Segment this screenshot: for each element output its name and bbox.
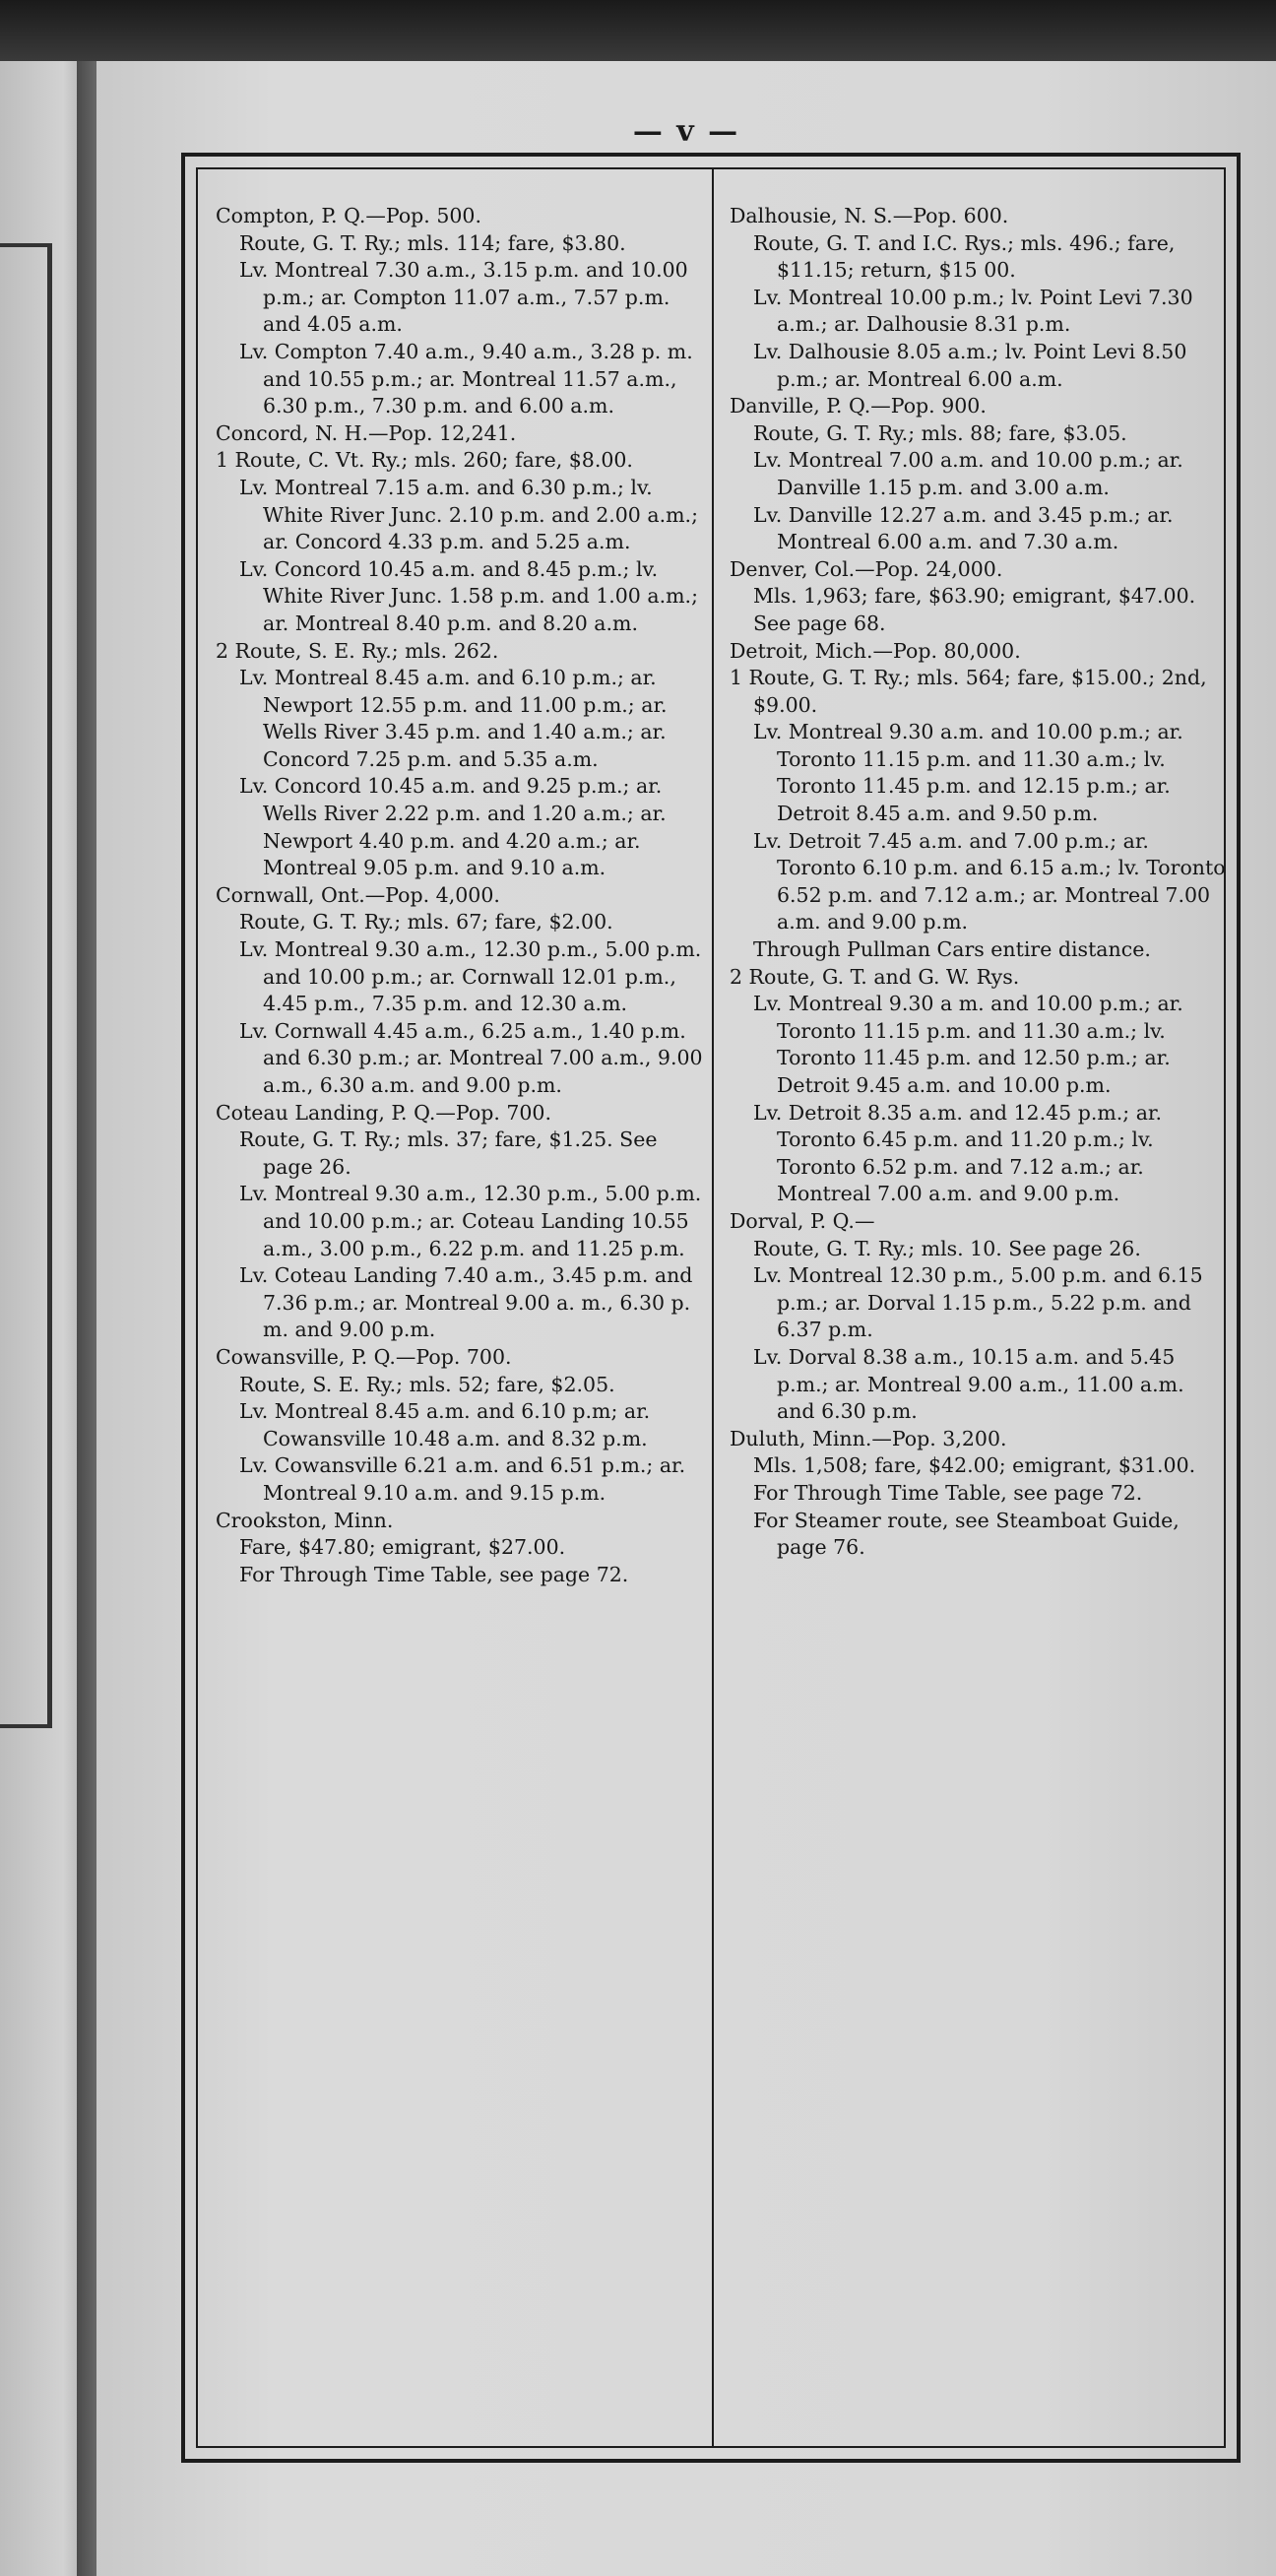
entry-line: For Steamer route, see Steamboat Guide, page 76. (753, 1508, 1180, 1560)
entry-heading: Detroit, Mich.—Pop. 80,000. (730, 638, 1021, 663)
previous-page-frame (0, 243, 52, 1728)
entry-line: Lv. Danville 12.27 a.m. and 3.45 p.m.; ar. Montreal 6.00 a.m. and 7.30 a.m. (753, 502, 1174, 554)
entry-line: Through Pullman Cars entire distance. (753, 937, 1151, 962)
entry-line: Lv. Montreal 7.30 a.m., 3.15 p.m. and 10.00 p.m.; ar. Compton 11.07 a.m., 7.57 p.m. and 4.05 a.m. (239, 258, 688, 337)
entry-line: Mls. 1,508; fare, $42.00; emigrant, $31.00. (753, 1453, 1196, 1478)
entry-line: Route, G. T. Ry.; mls. 37; fare, $1.25. See page 26. (239, 1127, 658, 1179)
entry-line: Mls. 1,963; fare, $63.90; emigrant, $47.00. (753, 584, 1196, 609)
entry-line: Lv. Montreal 9.30 a.m., 12.30 p.m., 5.00 p.m. and 10.00 p.m.; ar. Cornwall 12.01 p.m., 4.45 p.m., 7.35 p.m. and 12.30 a.m. (239, 937, 702, 1016)
entry-line: Lv. Detroit 7.45 a.m. and 7.00 p.m.; ar. Toronto 6.10 p.m. and 6.15 a.m.; lv. Toronto 6.52 p.m. and 7.12 a.m.; ar. Montreal 7.00 a.m. and 9.00 p.m. (753, 828, 1226, 934)
entry-line: Lv. Concord 10.45 a.m. and 9.25 p.m.; ar. Wells River 2.22 p.m. and 1.20 a.m.; ar. Newport 4.40 p.m. and 4.20 a.m.; ar. Montreal 9.05 p.m. and 9.10 a.m. (239, 774, 667, 880)
entry-heading: Coteau Landing, P. Q.—Pop. 700. (216, 1100, 551, 1125)
entry-line: Route, G. T. Ry.; mls. 67; fare, $2.00. (239, 910, 613, 934)
page-number: — v — (632, 114, 740, 149)
scan-top-edge (0, 0, 1276, 61)
entry-heading: Dorval, P. Q.— (730, 1208, 875, 1233)
entry-line: For Through Time Table, see page 72. (753, 1480, 1143, 1505)
entry-line: Route, S. E. Ry.; mls. 52; fare, $2.05. (239, 1372, 615, 1396)
entry-line: Lv. Dalhousie 8.05 a.m.; lv. Point Levi 8.50 p.m.; ar. Montreal 6.00 a.m. (753, 339, 1187, 391)
left-column (216, 203, 713, 1588)
entry-line: Route, G. T. Ry.; mls. 10. See page 26. (753, 1236, 1141, 1260)
entry-line: See page 68. (753, 611, 886, 635)
entry-heading: Denver, Col.—Pop. 24,000. (730, 556, 1003, 581)
inner-border (196, 167, 1226, 2448)
entry-heading: Dalhousie, N. S.—Pop. 600. (730, 204, 1009, 227)
entry-heading: Danville, P. Q.—Pop. 900. (730, 394, 987, 419)
entry-heading: Concord, N. H.—Pop. 12,241. (216, 420, 517, 445)
entry-line: Route, G. T. and I.C. Rys.; mls. 496.; fare, $11.15; return, $15 00. (753, 230, 1176, 283)
entry-line: For Through Time Table, see page 72. (239, 1562, 629, 1586)
route-heading: 1 Route, C. Vt. Ry.; mls. 260; fare, $8.00. (216, 448, 633, 473)
entry-heading: Cowansville, P. Q.—Pop. 700. (216, 1344, 512, 1369)
entry-heading: Duluth, Minn.—Pop. 3,200. (730, 1426, 1007, 1450)
entry-line: Lv. Concord 10.45 a.m. and 8.45 p.m.; lv. White River Junc. 1.58 p.m. and 1.00 a.m.; ar. Montreal 8.40 p.m. and 8.20 a.m. (239, 556, 698, 635)
entry-line: Lv. Montreal 8.45 a.m. and 6.10 p.m.; ar. Newport 12.55 p.m. and 11.00 p.m.; ar. Wells River 3.45 p.m. and 1.40 a.m.; ar. Concord 7.25 p.m. and 5.35 a.m. (239, 666, 668, 771)
entry-heading: Crookston, Minn. (216, 1508, 394, 1532)
route-heading: 2 Route, S. E. Ry.; mls. 262. (216, 638, 499, 663)
right-column (730, 203, 1227, 1562)
entry-line: Lv. Montreal 10.00 p.m.; lv. Point Levi 7.30 a.m.; ar. Dalhousie 8.31 p.m. (753, 285, 1193, 337)
entry-line: Lv. Cornwall 4.45 a.m., 6.25 a.m., 1.40 p.m. and 6.30 p.m.; ar. Montreal 7.00 a.m., 9.00 a.m., 6.30 a.m. and 9.00 p.m. (239, 1018, 703, 1097)
entry-line: Lv. Montreal 9.30 a.m., 12.30 p.m., 5.00 p.m. and 10.00 p.m.; ar. Coteau Landing 10.55 a.m., 3.00 p.m., 6.22 p.m. and 11.25 p.m. (239, 1182, 702, 1260)
entry-line: Lv. Detroit 8.35 a.m. and 12.45 p.m.; ar. Toronto 6.45 p.m. and 11.20 p.m.; lv. Toronto 6.52 p.m. and 7.12 a.m.; ar. Montreal 7.00 a.m. and 9.00 p.m. (753, 1100, 1162, 1206)
route-heading: 2 Route, G. T. and G. W. Rys. (730, 964, 1020, 989)
route-heading: 1 Route, G. T. Ry.; mls. 564; fare, $15.00.; 2nd, $9.00. (730, 666, 1207, 717)
entry-line: Route, G. T. Ry.; mls. 114; fare, $3.80. (239, 230, 626, 255)
entry-line: Lv. Montreal 8.45 a.m. and 6.10 p.m; ar. Cowansville 10.48 a.m. and 8.32 p.m. (239, 1399, 651, 1450)
entry-line: Lv. Dorval 8.38 a.m., 10.15 a.m. and 5.45 p.m.; ar. Montreal 9.00 a.m., 11.00 a.m. and 6.30 p.m. (753, 1344, 1184, 1424)
entry-line: Lv. Compton 7.40 a.m., 9.40 a.m., 3.28 p. m. and 10.55 p.m.; ar. Montreal 11.57 a.m., 6.30 p.m., 7.30 p.m. and 6.00 a.m. (239, 339, 693, 419)
entry-line: Lv. Montreal 7.15 a.m. and 6.30 p.m.; lv. White River Junc. 2.10 p.m. and 2.00 a.m.; ar. Concord 4.33 p.m. and 5.25 a.m. (239, 475, 698, 554)
page-border (181, 153, 1241, 2463)
entry-line: Route, G. T. Ry.; mls. 88; fare, $3.05. (753, 420, 1127, 445)
book-gutter (77, 61, 98, 2576)
document-page (96, 61, 1276, 2576)
entry-line: Fare, $47.80; emigrant, $27.00. (239, 1535, 566, 1560)
entry-heading: Cornwall, Ont.—Pop. 4,000. (216, 882, 500, 907)
entry-line: Lv. Montreal 7.00 a.m. and 10.00 p.m.; ar. Danville 1.15 p.m. and 3.00 a.m. (753, 448, 1183, 499)
entry-line: Lv. Montreal 12.30 p.m., 5.00 p.m. and 6.15 p.m.; ar. Dorval 1.15 p.m., 5.22 p.m. and 6.37 p.m. (753, 1263, 1203, 1342)
entry-line: Lv. Coteau Landing 7.40 a.m., 3.45 p.m. and 7.36 p.m.; ar. Montreal 9.00 a. m., 6.30 p. m. and 9.00 p.m. (239, 1263, 693, 1342)
entry-line: Lv. Cowansville 6.21 a.m. and 6.51 p.m.; ar. Montreal 9.10 a.m. and 9.15 p.m. (239, 1453, 686, 1505)
entry-line: Lv. Montreal 9.30 a.m. and 10.00 p.m.; ar. Toronto 11.15 p.m. and 11.30 a.m.; lv. Toronto 11.45 p.m. and 12.15 p.m.; ar. Detroit 8.45 a.m. and 9.50 p.m. (753, 720, 1183, 826)
entry-line: Lv. Montreal 9.30 a m. and 10.00 p.m.; ar. Toronto 11.15 p.m. and 11.30 a.m.; lv. Toronto 11.45 p.m. and 12.50 p.m.; ar. Detroit 9.45 a.m. and 10.00 p.m. (753, 992, 1183, 1097)
entry-heading: Compton, P. Q.—Pop. 500. (216, 204, 481, 227)
